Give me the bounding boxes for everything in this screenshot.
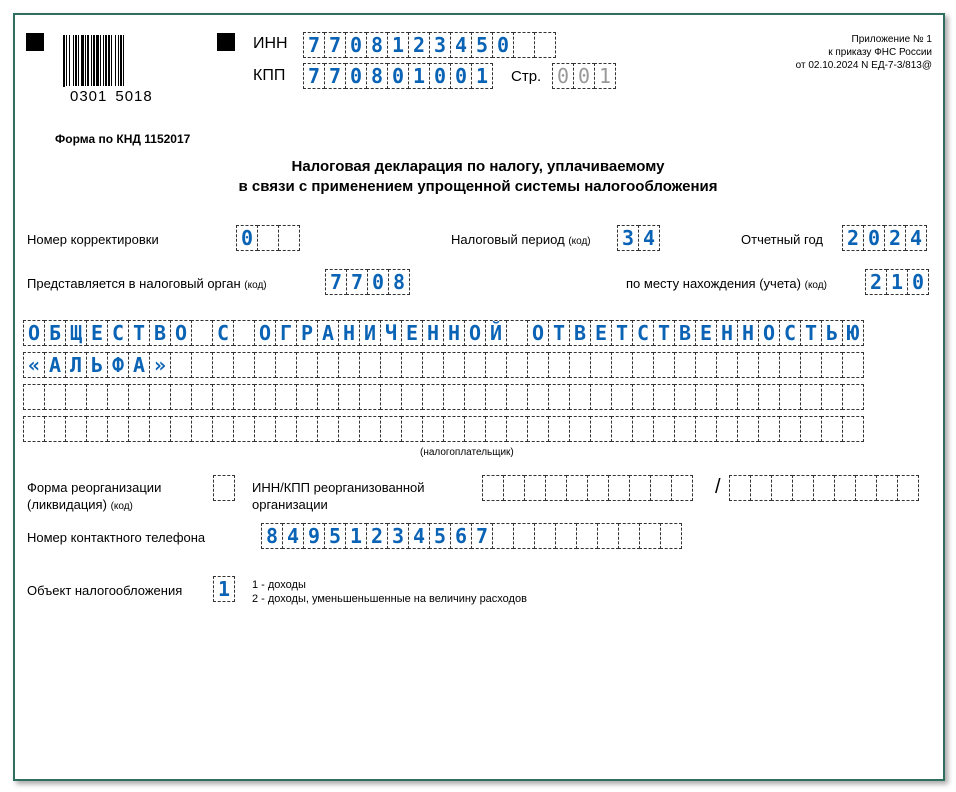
inn-cells[interactable] xyxy=(303,32,556,58)
form-cell[interactable] xyxy=(149,416,171,442)
form-cell[interactable] xyxy=(632,384,654,410)
form-cell[interactable] xyxy=(275,352,297,378)
form-cell[interactable] xyxy=(821,416,843,442)
form-cell[interactable] xyxy=(149,384,171,410)
form-cell[interactable]: 1 xyxy=(387,32,409,58)
form-cell[interactable] xyxy=(513,523,535,549)
kpp-cells[interactable] xyxy=(303,63,493,89)
form-cell[interactable]: 1 xyxy=(471,63,493,89)
form-cell[interactable]: Ь xyxy=(86,352,108,378)
barcode xyxy=(63,35,181,105)
form-cell[interactable]: Щ xyxy=(65,320,87,346)
form-cell[interactable]: С xyxy=(107,320,129,346)
form-cell[interactable] xyxy=(278,225,300,251)
form-cell[interactable]: 4 xyxy=(450,32,472,58)
form-cell[interactable]: В xyxy=(569,320,591,346)
form-cell[interactable] xyxy=(569,384,591,410)
form-cell[interactable] xyxy=(275,416,297,442)
form-cell[interactable] xyxy=(503,475,525,501)
appendix-line-3: от 02.10.2024 N ЕД-7-3/813@ xyxy=(795,60,932,71)
form-cell[interactable] xyxy=(779,384,801,410)
form-cell[interactable]: Н xyxy=(338,320,360,346)
form-cell[interactable] xyxy=(464,352,486,378)
form-cell[interactable] xyxy=(750,475,772,501)
page-label: Стр. xyxy=(511,68,542,85)
form-cell[interactable] xyxy=(191,352,213,378)
form-cell[interactable] xyxy=(338,352,360,378)
form-cell[interactable] xyxy=(729,475,751,501)
form-cell[interactable]: Ю xyxy=(842,320,864,346)
form-cell[interactable] xyxy=(632,352,654,378)
kpp-label: КПП xyxy=(253,67,286,84)
form-cell[interactable] xyxy=(737,416,759,442)
form-cell[interactable] xyxy=(380,384,402,410)
form-cell[interactable] xyxy=(576,523,598,549)
form-cell[interactable] xyxy=(275,384,297,410)
form-cell[interactable] xyxy=(813,475,835,501)
form-cell[interactable]: « xyxy=(23,352,45,378)
form-cell[interactable]: 2 xyxy=(842,225,864,251)
form-cell[interactable] xyxy=(485,352,507,378)
form-cell[interactable]: Ч xyxy=(380,320,402,346)
form-cell[interactable] xyxy=(716,352,738,378)
form-cell[interactable] xyxy=(506,320,528,346)
form-cell[interactable] xyxy=(23,384,45,410)
form-cell[interactable]: О xyxy=(464,320,486,346)
form-cell[interactable]: О xyxy=(758,320,780,346)
corner-marker-right xyxy=(217,33,235,51)
form-cell[interactable] xyxy=(534,32,556,58)
form-cell[interactable]: Т xyxy=(653,320,675,346)
form-cell[interactable] xyxy=(618,523,640,549)
form-cell[interactable] xyxy=(359,352,381,378)
form-cell[interactable] xyxy=(876,475,898,501)
form-cell[interactable] xyxy=(660,523,682,549)
form-cell[interactable] xyxy=(443,416,465,442)
form-cell[interactable] xyxy=(897,475,919,501)
form-cell[interactable]: Л xyxy=(65,352,87,378)
form-cell[interactable] xyxy=(191,320,213,346)
form-cell[interactable] xyxy=(545,475,567,501)
form-cell[interactable] xyxy=(254,352,276,378)
form-cell[interactable]: С xyxy=(779,320,801,346)
form-cell[interactable]: Т xyxy=(548,320,570,346)
form-cell[interactable] xyxy=(737,384,759,410)
form-title-line-2: в связи с применением упрощенной системы налогообложения xyxy=(238,178,718,195)
form-cell[interactable] xyxy=(821,384,843,410)
form-cell[interactable] xyxy=(443,384,465,410)
form-cell[interactable] xyxy=(590,384,612,410)
reorg-slash: / xyxy=(715,476,721,498)
form-cell[interactable] xyxy=(590,352,612,378)
object-option-1: 1 - доходы xyxy=(252,579,306,591)
form-cell[interactable]: 4 xyxy=(282,523,304,549)
form-cell[interactable] xyxy=(653,352,675,378)
form-cell[interactable] xyxy=(380,416,402,442)
form-cell[interactable]: А xyxy=(317,320,339,346)
form-cell[interactable]: Н xyxy=(443,320,465,346)
form-cell[interactable]: О xyxy=(170,320,192,346)
form-cell[interactable] xyxy=(527,352,549,378)
form-cell[interactable]: 7 xyxy=(324,32,346,58)
form-cell[interactable] xyxy=(800,352,822,378)
reorg-inn-label xyxy=(252,479,425,513)
form-cell[interactable] xyxy=(44,384,66,410)
form-cell[interactable] xyxy=(359,384,381,410)
form-cell[interactable] xyxy=(842,416,864,442)
form-cell[interactable] xyxy=(338,416,360,442)
appendix-note xyxy=(796,33,932,72)
form-cell[interactable] xyxy=(86,384,108,410)
authority-code-hint: (код) xyxy=(244,280,267,291)
form-cell[interactable] xyxy=(555,523,577,549)
form-cell[interactable] xyxy=(506,416,528,442)
appendix-line-2: к приказу ФНС России xyxy=(828,47,932,58)
reorg-label-line-1: Форма реорганизации xyxy=(27,480,162,495)
form-cell[interactable] xyxy=(842,352,864,378)
form-cell[interactable] xyxy=(527,416,549,442)
form-cell[interactable] xyxy=(716,384,738,410)
form-cell[interactable] xyxy=(758,352,780,378)
form-cell[interactable] xyxy=(671,475,693,501)
form-cell[interactable] xyxy=(317,384,339,410)
form-cell[interactable] xyxy=(569,416,591,442)
form-cell[interactable] xyxy=(548,416,570,442)
form-cell[interactable] xyxy=(254,384,276,410)
reorg-label xyxy=(27,479,161,515)
form-cell[interactable] xyxy=(792,475,814,501)
form-cell[interactable]: 0 xyxy=(236,225,258,251)
reorg-code-hint: (код) xyxy=(110,501,133,512)
form-cell[interactable] xyxy=(590,416,612,442)
form-cell[interactable] xyxy=(296,416,318,442)
taxpayer-row-1[interactable] xyxy=(23,320,864,346)
form-cell[interactable] xyxy=(191,416,213,442)
form-cell[interactable] xyxy=(611,384,633,410)
form-cell[interactable]: Б xyxy=(44,320,66,346)
form-cell[interactable]: 7 xyxy=(325,269,347,295)
form-cell[interactable]: 9 xyxy=(303,523,325,549)
form-cell[interactable]: Й xyxy=(485,320,507,346)
taxpayer-row-2[interactable] xyxy=(23,352,864,378)
form-cell: 0 xyxy=(573,63,595,89)
form-cell[interactable]: Е xyxy=(86,320,108,346)
form-cell[interactable] xyxy=(653,416,675,442)
form-cell[interactable] xyxy=(65,416,87,442)
period-label-text: Налоговый период xyxy=(451,232,565,247)
year-label: Отчетный год xyxy=(741,232,823,247)
form-cell[interactable] xyxy=(527,384,549,410)
form-cell[interactable] xyxy=(317,352,339,378)
form-cell[interactable]: 2 xyxy=(408,32,430,58)
form-cell[interactable]: 0 xyxy=(429,63,451,89)
form-cell[interactable] xyxy=(254,416,276,442)
form-cell[interactable] xyxy=(482,475,504,501)
correction-cells[interactable] xyxy=(236,225,300,251)
page-cells xyxy=(552,63,616,89)
form-cell[interactable] xyxy=(44,416,66,442)
form-cell[interactable]: 3 xyxy=(429,32,451,58)
form-cell[interactable]: И xyxy=(359,320,381,346)
form-cell[interactable]: О xyxy=(254,320,276,346)
form-cell[interactable] xyxy=(758,416,780,442)
form-cell[interactable]: 7 xyxy=(471,523,493,549)
reorg-code-cell[interactable] xyxy=(213,475,235,501)
form-cell[interactable]: 0 xyxy=(492,32,514,58)
form-cell[interactable] xyxy=(65,384,87,410)
form-cell[interactable]: 8 xyxy=(388,269,410,295)
form-cell[interactable] xyxy=(492,523,514,549)
form-cell[interactable] xyxy=(464,384,486,410)
form-cell[interactable] xyxy=(587,475,609,501)
reorg-inn-cells[interactable] xyxy=(482,475,693,501)
form-cell[interactable] xyxy=(422,384,444,410)
form-cell[interactable] xyxy=(779,352,801,378)
form-cell[interactable] xyxy=(338,384,360,410)
form-cell[interactable] xyxy=(380,352,402,378)
form-cell[interactable] xyxy=(296,352,318,378)
form-cell[interactable] xyxy=(506,384,528,410)
object-options xyxy=(252,578,527,606)
location-code-hint: (код) xyxy=(804,280,827,291)
form-cell[interactable] xyxy=(107,384,129,410)
form-cell[interactable] xyxy=(296,384,318,410)
form-cell[interactable]: 0 xyxy=(387,63,409,89)
location-label xyxy=(626,276,827,291)
form-cell[interactable] xyxy=(834,475,856,501)
form-cell[interactable] xyxy=(233,352,255,378)
corner-marker-left xyxy=(26,33,44,51)
barcode-bar xyxy=(124,35,126,87)
form-cell[interactable] xyxy=(771,475,793,501)
form-cell[interactable] xyxy=(569,352,591,378)
form-cell[interactable] xyxy=(611,352,633,378)
taxpayer-caption: (налогоплательщик) xyxy=(420,447,514,458)
object-label: Объект налогообложения xyxy=(27,583,183,598)
form-cell[interactable]: 8 xyxy=(261,523,283,549)
form-cell[interactable]: » xyxy=(149,352,171,378)
form-cell[interactable] xyxy=(191,384,213,410)
form-cell[interactable] xyxy=(506,352,528,378)
form-cell[interactable] xyxy=(485,416,507,442)
form-cell[interactable] xyxy=(212,416,234,442)
form-cell[interactable]: Т xyxy=(128,320,150,346)
form-cell[interactable] xyxy=(513,32,535,58)
form-cell[interactable]: 4 xyxy=(638,225,660,251)
form-cell[interactable]: 5 xyxy=(429,523,451,549)
form-cell[interactable]: Н xyxy=(737,320,759,346)
phone-label: Номер контактного телефона xyxy=(27,530,206,545)
form-cell[interactable]: 7 xyxy=(346,269,368,295)
reorg-inn-label-line-1: ИНН/КПП реорганизованной xyxy=(252,480,425,495)
barcode-number-right: 5018 xyxy=(115,87,153,105)
form-cell[interactable]: 1 xyxy=(886,269,908,295)
form-cell[interactable] xyxy=(401,384,423,410)
form-cell[interactable]: С xyxy=(632,320,654,346)
form-cell[interactable]: В xyxy=(149,320,171,346)
form-cell[interactable] xyxy=(758,384,780,410)
form-title-line-1: Налоговая декларация по налогу, уплачиваемому xyxy=(291,158,665,175)
form-cell[interactable]: Т xyxy=(611,320,633,346)
knd-code: Форма по КНД 1152017 xyxy=(55,132,191,146)
form-cell[interactable] xyxy=(212,384,234,410)
form-cell[interactable]: 0 xyxy=(367,269,389,295)
form-cell[interactable]: 3 xyxy=(617,225,639,251)
form-cell[interactable] xyxy=(695,352,717,378)
barcode-number-left: 0301 xyxy=(70,87,108,105)
authority-cells[interactable] xyxy=(325,269,410,295)
form-cell[interactable]: Н xyxy=(422,320,444,346)
phone-cells[interactable] xyxy=(261,523,682,549)
form-cell[interactable]: С xyxy=(212,320,234,346)
form-cell[interactable] xyxy=(611,416,633,442)
form-cell[interactable]: Р xyxy=(296,320,318,346)
form-cell[interactable]: Н xyxy=(716,320,738,346)
form-cell[interactable]: В xyxy=(674,320,696,346)
form-cell[interactable] xyxy=(422,416,444,442)
reorg-kpp-cells[interactable] xyxy=(729,475,919,501)
form-cell[interactable] xyxy=(401,352,423,378)
form-cell[interactable] xyxy=(257,225,279,251)
form-cell[interactable] xyxy=(674,352,696,378)
form-cell[interactable]: Ь xyxy=(821,320,843,346)
form-cell[interactable] xyxy=(128,384,150,410)
form-cell[interactable] xyxy=(629,475,651,501)
form-cell[interactable]: 5 xyxy=(471,32,493,58)
form-cell[interactable] xyxy=(855,475,877,501)
reorg-inn-label-line-2: организации xyxy=(252,497,328,512)
form-cell[interactable]: 7 xyxy=(303,32,325,58)
form-cell[interactable] xyxy=(695,384,717,410)
form-cell[interactable] xyxy=(107,416,129,442)
form-cell[interactable]: 8 xyxy=(366,32,388,58)
form-cell[interactable] xyxy=(650,475,672,501)
period-cells[interactable] xyxy=(617,225,660,251)
form-cell[interactable] xyxy=(359,416,381,442)
form-cell[interactable] xyxy=(86,416,108,442)
form-cell[interactable] xyxy=(233,320,255,346)
form-cell: 1 xyxy=(594,63,616,89)
form-cell[interactable]: 7 xyxy=(324,63,346,89)
form-cell[interactable]: 7 xyxy=(303,63,325,89)
form-cell[interactable]: Г xyxy=(275,320,297,346)
form-cell[interactable] xyxy=(653,384,675,410)
form-cell[interactable] xyxy=(233,384,255,410)
form-cell[interactable]: 0 xyxy=(345,32,367,58)
form-cell[interactable]: 1 xyxy=(213,576,235,602)
form-cell[interactable]: 4 xyxy=(408,523,430,549)
form-cell[interactable]: 8 xyxy=(366,63,388,89)
form-cell[interactable] xyxy=(716,416,738,442)
authority-label xyxy=(27,276,267,291)
form-cell[interactable] xyxy=(128,416,150,442)
form-cell[interactable] xyxy=(213,475,235,501)
form-cell[interactable]: 6 xyxy=(450,523,472,549)
form-cell[interactable] xyxy=(170,384,192,410)
form-cell[interactable] xyxy=(170,352,192,378)
form-cell[interactable] xyxy=(170,416,192,442)
form-cell[interactable] xyxy=(632,416,654,442)
form-cell[interactable]: 4 xyxy=(905,225,927,251)
form-cell[interactable] xyxy=(695,416,717,442)
form-cell[interactable]: О xyxy=(527,320,549,346)
form-cell[interactable]: 1 xyxy=(408,63,430,89)
form-cell[interactable]: Ф xyxy=(107,352,129,378)
form-cell[interactable] xyxy=(608,475,630,501)
form-cell[interactable]: Е xyxy=(401,320,423,346)
form-cell[interactable] xyxy=(800,384,822,410)
form-cell[interactable] xyxy=(674,416,696,442)
form-cell: 0 xyxy=(552,63,574,89)
taxpayer-row-3[interactable] xyxy=(23,384,864,410)
form-cell[interactable] xyxy=(422,352,444,378)
form-cell[interactable]: 0 xyxy=(863,225,885,251)
correction-label: Номер корректировки xyxy=(27,232,159,247)
period-code-hint: (код) xyxy=(568,236,591,247)
form-cell[interactable] xyxy=(233,416,255,442)
form-cell[interactable] xyxy=(212,352,234,378)
form-cell[interactable]: Е xyxy=(695,320,717,346)
taxpayer-row-4[interactable] xyxy=(23,416,864,442)
form-cell[interactable]: 0 xyxy=(907,269,929,295)
form-cell[interactable] xyxy=(464,416,486,442)
form-cell[interactable] xyxy=(639,523,661,549)
form-cell[interactable] xyxy=(779,416,801,442)
form-cell[interactable]: 1 xyxy=(345,523,367,549)
form-cell[interactable]: О xyxy=(23,320,45,346)
form-cell[interactable] xyxy=(737,352,759,378)
form-cell[interactable] xyxy=(800,416,822,442)
form-cell[interactable] xyxy=(548,384,570,410)
form-cell[interactable]: 3 xyxy=(387,523,409,549)
form-cell[interactable]: Т xyxy=(800,320,822,346)
appendix-line-1: Приложение № 1 xyxy=(851,34,932,45)
form-cell[interactable] xyxy=(597,523,619,549)
form-cell[interactable] xyxy=(821,352,843,378)
location-cells[interactable] xyxy=(865,269,929,295)
form-cell[interactable] xyxy=(548,352,570,378)
authority-label-text: Представляется в налоговый орган xyxy=(27,276,241,291)
form-cell[interactable]: 2 xyxy=(366,523,388,549)
location-label-text: по месту нахождения (учета) xyxy=(626,276,801,291)
form-cell[interactable]: 0 xyxy=(345,63,367,89)
form-cell[interactable] xyxy=(674,384,696,410)
form-cell[interactable]: 2 xyxy=(884,225,906,251)
form-cell[interactable] xyxy=(842,384,864,410)
form-cell[interactable]: 5 xyxy=(324,523,346,549)
form-cell[interactable] xyxy=(566,475,588,501)
form-cell[interactable] xyxy=(23,416,45,442)
form-cell[interactable]: 2 xyxy=(865,269,887,295)
reorg-label-line-2: (ликвидация) xyxy=(27,497,107,512)
form-cell[interactable] xyxy=(524,475,546,501)
form-cell[interactable]: 0 xyxy=(450,63,472,89)
form-cell[interactable] xyxy=(534,523,556,549)
form-cell[interactable]: А xyxy=(128,352,150,378)
form-cell[interactable]: А xyxy=(44,352,66,378)
form-cell[interactable]: Е xyxy=(590,320,612,346)
period-label xyxy=(451,232,591,247)
object-cell[interactable] xyxy=(213,576,235,602)
form-cell[interactable] xyxy=(401,416,423,442)
object-option-2: 2 - доходы, уменьшеньшенные на величину расходов xyxy=(252,593,527,605)
form-cell[interactable] xyxy=(485,384,507,410)
form-cell[interactable] xyxy=(443,352,465,378)
form-cell[interactable] xyxy=(317,416,339,442)
year-cells[interactable] xyxy=(842,225,927,251)
inn-label: ИНН xyxy=(253,35,288,52)
